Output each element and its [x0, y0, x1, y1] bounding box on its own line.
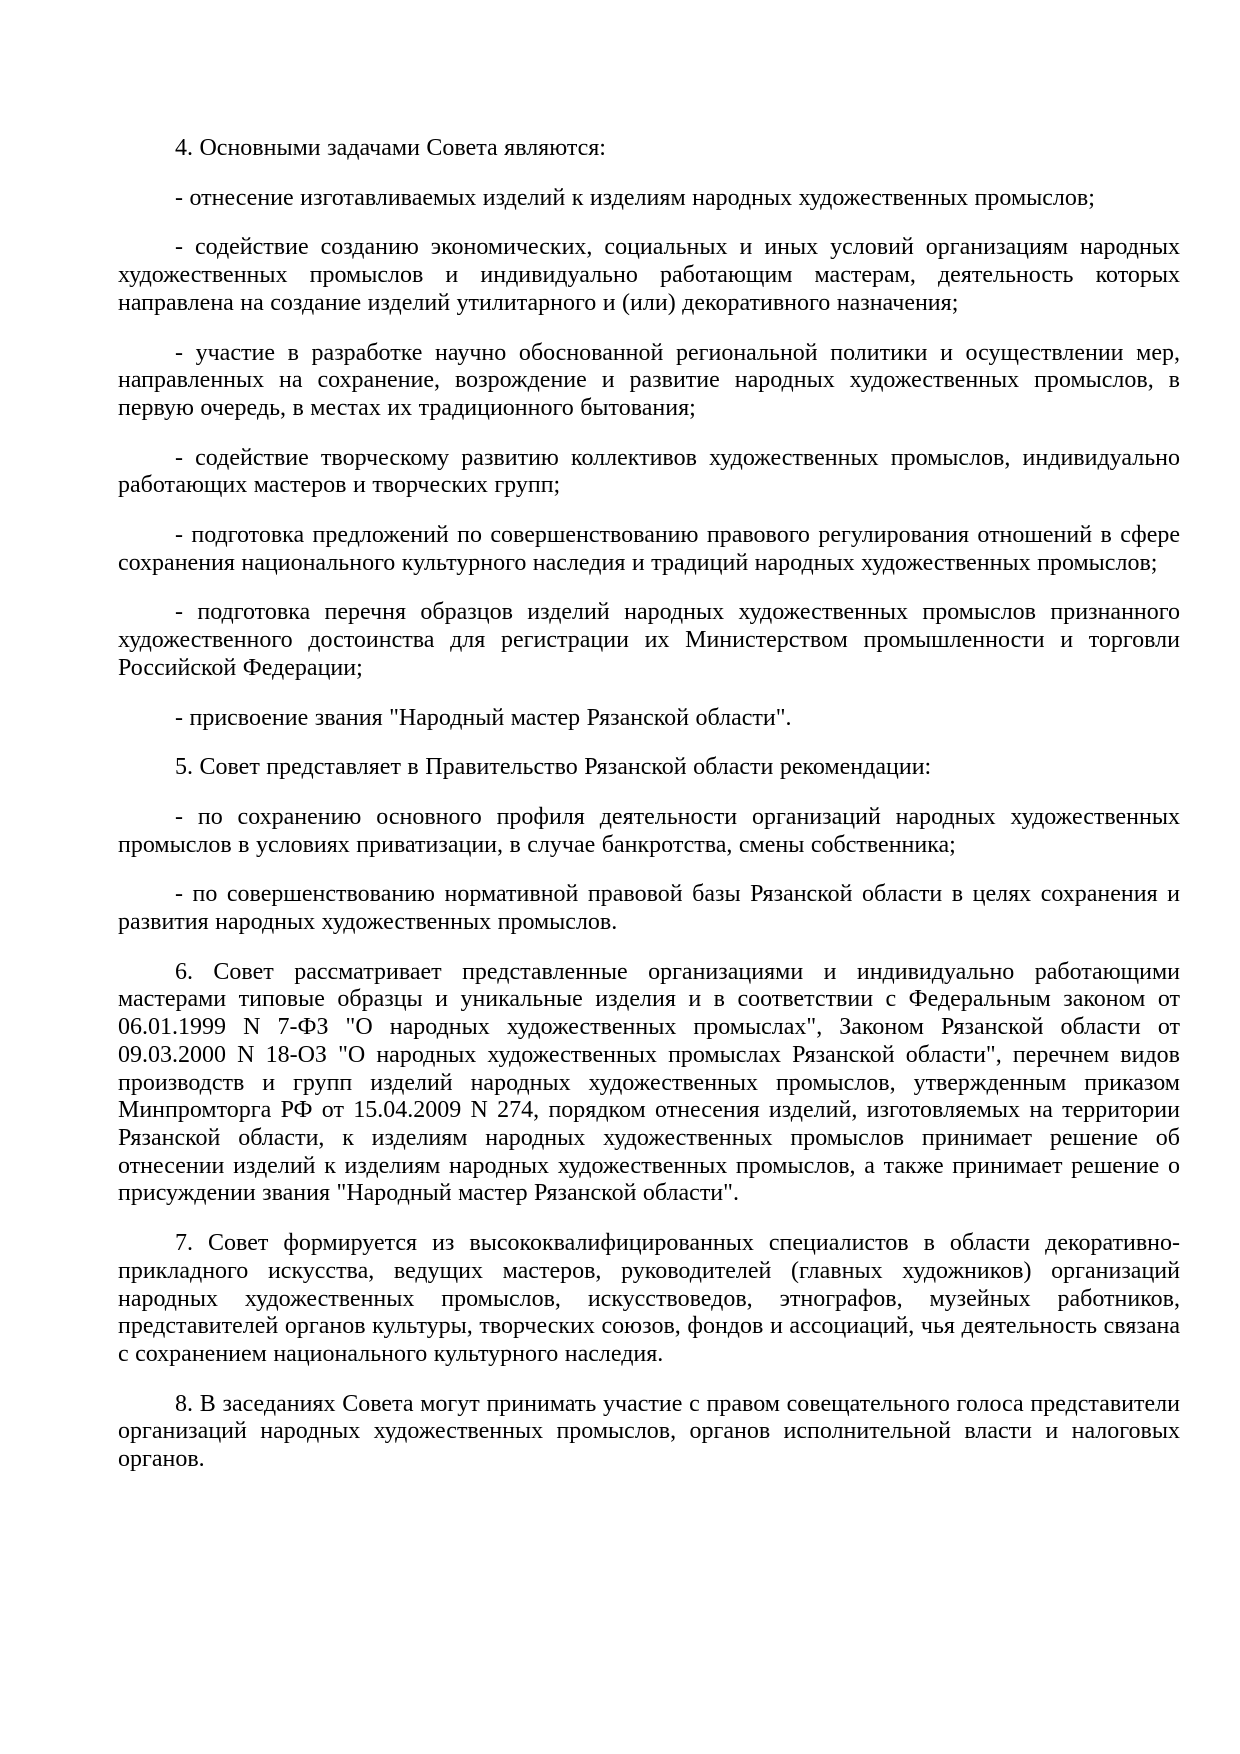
paragraph-bullet-regional-policy: - участие в разработке научно обоснованной региональной политики и осуществлении мер, направленных на сохранение, возрождение и развитие народных художественных промыслов, в первую очередь, в местах их традиционного бытования;	[118, 339, 1180, 421]
paragraph-bullet-classification: - отнесение изготавливаемых изделий к изделиям народных художественных промыслов;	[175, 184, 1095, 211]
paragraph-bullet-title-award: - присвоение звания "Народный мастер Рязанской области".	[175, 704, 792, 731]
paragraph-item-8-participation: 8. В заседаниях Совета могут принимать участие с правом совещательного голоса представители организаций народных художественных промыслов, органов исполнительной власти и налоговых органов.	[118, 1390, 1180, 1473]
paragraph-bullet-conditions: - содействие созданию экономических, социальных и иных условий организациям народных художественных промыслов и индивидуально работающим мастерам, деятельность которых направлена на создание изделий утилитарного и (или) декоративного назначения;	[118, 234, 1180, 316]
paragraph-item-7-composition: 7. Совет формируется из высококвалифицированных специалистов в области декоративно-прикладного искусства, ведущих мастеров, руководителей (главных художников) организаций народных художественных промыслов, искусствоведов, этнографов, музейных работников, представителей органов культуры, творческих союзов, фондов и ассоциаций, чья деятельность связана с сохранением национального культурного наследия.	[118, 1230, 1180, 1367]
paragraph-bullet-legal-base: - по совершенствованию нормативной правовой базы Рязанской области в целях сохранения и развития народных художественных промыслов.	[118, 881, 1180, 936]
paragraph-item-4-tasks-heading: 4. Основными задачами Совета являются:	[175, 135, 606, 161]
paragraph-bullet-profile-preservation: - по сохранению основного профиля деятельности организаций народных художественных промыслов в условиях приватизации, в случае банкротства, смены собственника;	[118, 803, 1180, 858]
paragraph-bullet-creative-development: - содействие творческому развитию коллективов художественных промыслов, индивидуально работающих мастеров и творческих групп;	[118, 444, 1180, 499]
paragraph-item-6-review: 6. Совет рассматривает представленные организациями и индивидуально работающими мастерами типовые образцы и уникальные изделия и в соответствии с Федеральным законом от 06.01.1999 N 7-ФЗ "О народных художественных промыслах", Законом Рязанской области от 09.03.2000 N 18-ОЗ "О народных художественных промыслах Рязанской области", перечнем видов производств и групп изделий народных художественных промыслов, утвержденным приказом Минпромторга РФ от 15.04.2009 N 274, порядком отнесения изделий, изготовляемых на территории Рязанской области, к изделиям народных художественных промыслов принимает решение об отнесении изделий к изделиям народных художественных промыслов, а также принимает решение о присуждении звания "Народный мастер Рязанской области".	[118, 958, 1180, 1207]
paragraph-bullet-legal-proposals: - подготовка предложений по совершенствованию правового регулирования отношений в сфере сохранения национального культурного наследия и традиций народных художественных промыслов;	[118, 522, 1180, 576]
paragraph-bullet-samples-list: - подготовка перечня образцов изделий народных художественных промыслов признанного художественного достоинства для регистрации их Министерством промышленности и торговли Российской Федерации;	[118, 599, 1180, 681]
paragraph-item-5-recommendations-heading: 5. Совет представляет в Правительство Рязанской области рекомендации:	[175, 754, 932, 781]
